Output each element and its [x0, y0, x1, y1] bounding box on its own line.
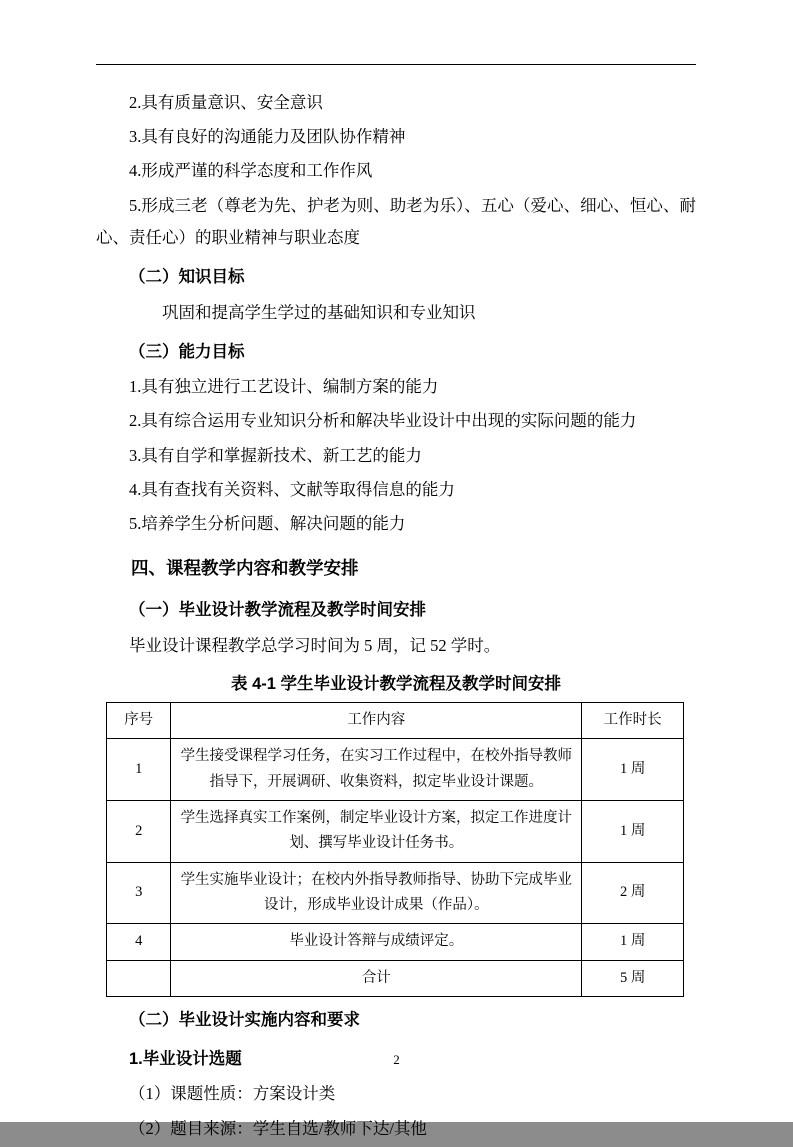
cell-duration: 1 周 — [582, 924, 684, 960]
cell-content: 毕业设计答辩与成绩评定。 — [171, 924, 582, 960]
cell-no: 4 — [107, 924, 171, 960]
table-caption: 表 4-1 学生毕业设计教学流程及教学时间安排 — [230, 674, 562, 693]
heading-topic-selection: 1.毕业设计选题 — [129, 1049, 242, 1068]
topic-source: （2）题目来源：学生自选/教师下达/其他 — [129, 1118, 427, 1138]
cell-content: 学生接受课程学习任务，在实习工作过程中，在校外指导教师指导下，开展调研、收集资料，拟定毕业设计课题。 — [171, 739, 582, 801]
ability-item-4: 4.形成严谨的科学态度和工作作风 — [129, 161, 373, 181]
table-row — [107, 739, 684, 801]
cell-no: 3 — [107, 862, 171, 924]
table-row — [107, 924, 684, 960]
cell-total-blank — [107, 960, 171, 996]
page-number: 2 — [393, 1052, 400, 1067]
cell-duration: 2 周 — [582, 862, 684, 924]
ability-objective-item-1: 1.具有独立进行工艺设计、编制方案的能力 — [129, 377, 439, 397]
heading-knowledge-objective: （二）知识目标 — [129, 267, 245, 286]
cell-duration: 1 周 — [582, 800, 684, 862]
cell-total-duration: 5 周 — [582, 960, 684, 996]
table-header-duration: 工作时长 — [582, 702, 684, 738]
cell-total-label: 合计 — [171, 960, 582, 996]
teaching-schedule-table — [106, 702, 684, 997]
ability-item-5: 5.形成三老（尊老为先、护老为则、助老为乐）、五心（爱心、细心、恒心、耐心、责任心）的职业精神与职业态度 — [96, 195, 696, 247]
cell-content: 学生实施毕业设计；在校内外指导教师指导、协助下完成毕业设计，形成毕业设计成果（作品）。 — [171, 862, 582, 924]
table-header-row — [107, 702, 684, 738]
cell-no: 1 — [107, 739, 171, 801]
heading-section-four: 四、课程教学内容和教学安排 — [131, 558, 359, 579]
cell-no: 2 — [107, 800, 171, 862]
table-row — [107, 800, 684, 862]
ability-item-2: 2.具有质量意识、安全意识 — [129, 93, 323, 112]
page-content — [96, 64, 696, 1147]
ability-item-3: 3.具有良好的沟通能力及团队协作精神 — [129, 127, 406, 147]
table-row — [107, 862, 684, 924]
heading-teaching-process: （一）毕业设计教学流程及教学时间安排 — [129, 600, 426, 619]
header-rule — [96, 64, 696, 65]
knowledge-objective-body: 巩固和提高学生学过的基础知识和专业知识 — [162, 302, 476, 322]
heading-implementation: （二）毕业设计实施内容和要求 — [129, 1011, 360, 1030]
ability-objective-item-5: 5.培养学生分析问题、解决问题的能力 — [129, 514, 406, 533]
table-header-no: 序号 — [107, 702, 171, 738]
cell-duration: 1 周 — [582, 739, 684, 801]
teaching-process-text: 毕业设计课程教学总学习时间为 5 周，记 52 学时。 — [129, 635, 501, 655]
table-total-row — [107, 960, 684, 996]
heading-ability-objective: （三）能力目标 — [129, 342, 245, 361]
ability-objective-item-4: 4.具有查找有关资料、文献等取得信息的能力 — [129, 479, 455, 499]
topic-nature: （1）课题性质：方案设计类 — [129, 1084, 336, 1104]
ability-objective-item-3: 3.具有自学和掌握新技术、新工艺的能力 — [129, 445, 422, 465]
ability-objective-item-2: 2.具有综合运用专业知识分析和解决毕业设计中出现的实际问题的能力 — [129, 411, 637, 431]
table-header-content: 工作内容 — [171, 702, 582, 738]
cell-content: 学生选择真实工作案例，制定毕业设计方案，拟定工作进度计划、撰写毕业设计任务书。 — [171, 800, 582, 862]
